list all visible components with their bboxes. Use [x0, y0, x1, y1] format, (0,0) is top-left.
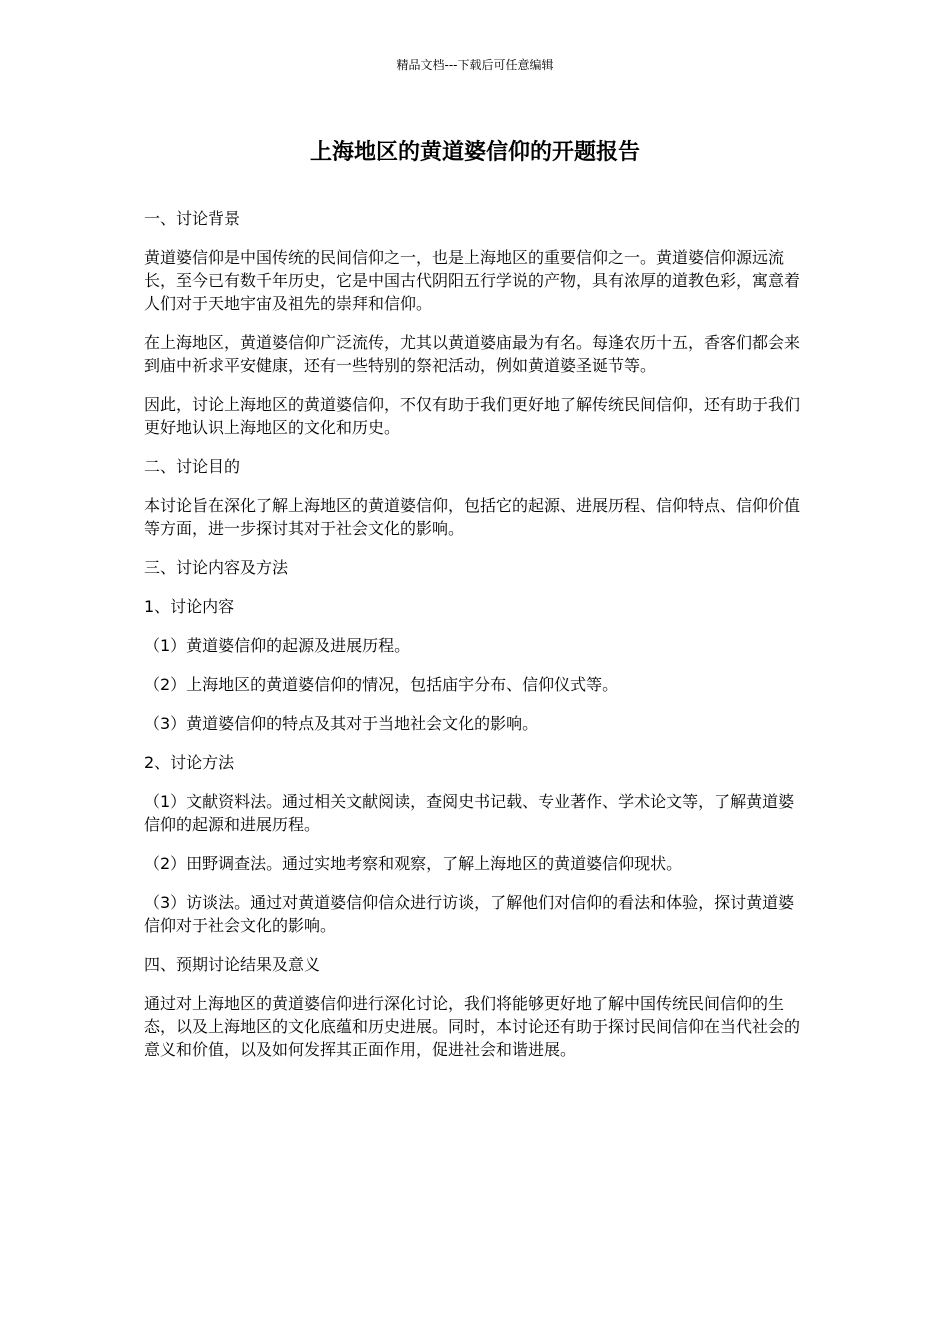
method-item-3: （3）访谈法。通过对黄道婆信仰信众进行访谈，了解他们对信仰的看法和体验，探讨黄道婆信仰对于社会文化的影响。: [144, 893, 795, 935]
content-item-2: （2）上海地区的黄道婆信仰的情况，包括庙宇分布、信仰仪式等。: [144, 675, 619, 694]
content-item-1: （1）黄道婆信仰的起源及进展历程。: [144, 636, 411, 655]
section-heading-expected-results: 四、预期讨论结果及意义: [144, 955, 321, 974]
section-heading-content-method: 三、讨论内容及方法: [144, 558, 289, 577]
paragraph-background-3: 因此，讨论上海地区的黄道婆信仰，不仅有助于我们更好地了解传统民间信仰，还有助于我们更好地认识上海地区的文化和历史。: [144, 395, 801, 437]
method-item-2: （2）田野调查法。通过实地考察和观察，了解上海地区的黄道婆信仰现状。: [144, 854, 683, 873]
subheading-content: 1、讨论内容: [144, 597, 235, 616]
paragraph-purpose: 本讨论旨在深化了解上海地区的黄道婆信仰，包括它的起源、进展历程、信仰特点、信仰价值等方面，进一步探讨其对于社会文化的影响。: [144, 496, 801, 538]
content-item-3: （3）黄道婆信仰的特点及其对于当地社会文化的影响。: [144, 714, 539, 733]
header-note: 精品文档---下载后可任意编辑: [396, 58, 554, 72]
method-item-1: （1）文献资料法。通过相关文献阅读，查阅史书记载、专业著作、学术论文等，了解黄道婆信仰的起源和进展历程。: [144, 792, 795, 834]
section-heading-background: 一、讨论背景: [144, 209, 241, 228]
document-title: 上海地区的黄道婆信仰的开题报告: [309, 140, 640, 165]
subheading-method: 2、讨论方法: [144, 753, 235, 772]
section-heading-purpose: 二、讨论目的: [144, 457, 241, 476]
document-body: [144, 207, 808, 1077]
paragraph-expected-results: 通过对上海地区的黄道婆信仰进行深化讨论，我们将能够更好地了解中国传统民间信仰的生态，以及上海地区的文化底蕴和历史进展。同时，本讨论还有助于探讨民间信仰在当代社会的意义和价值，以及如何发挥其正面作用，促进社会和谐进展。: [144, 994, 801, 1059]
paragraph-background-2: 在上海地区，黄道婆信仰广泛流传，尤其以黄道婆庙最为有名。每逢农历十五，香客们都会来到庙中祈求平安健康，还有一些特别的祭祀活动，例如黄道婆圣诞节等。: [144, 333, 801, 375]
paragraph-background-1: 黄道婆信仰是中国传统的民间信仰之一，也是上海地区的重要信仰之一。黄道婆信仰源远流长，至今已有数千年历史，它是中国古代阴阳五行学说的产物，具有浓厚的道教色彩，寓意着人们对于天地宇宙及祖先的崇拜和信仰。: [144, 248, 801, 313]
